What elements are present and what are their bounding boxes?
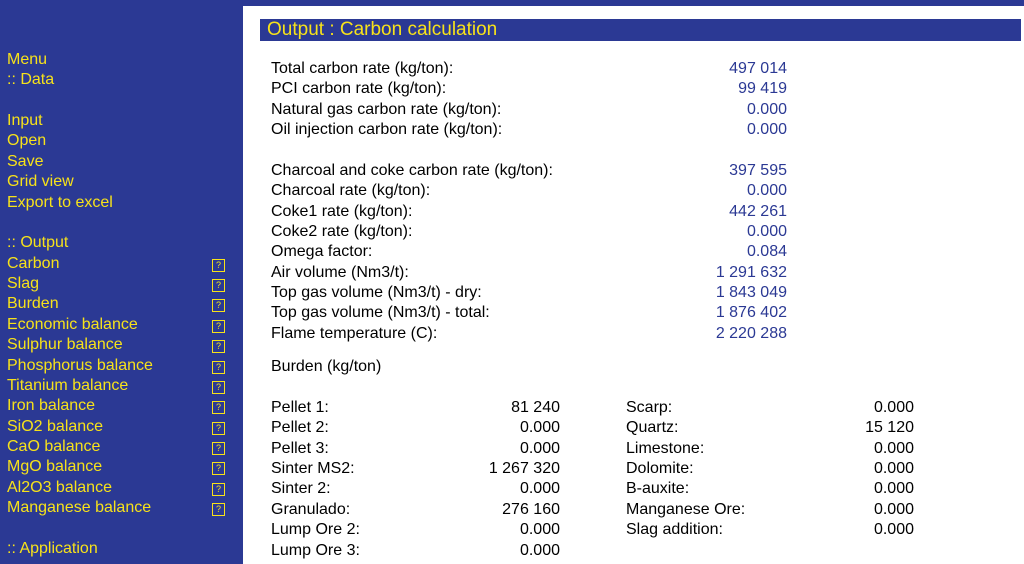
field-value: 99 419 — [738, 80, 787, 98]
field-value: 1 876 402 — [715, 304, 787, 322]
sidebar-item-economic-balance[interactable]: Economic balance — [7, 315, 138, 333]
field-value: 1 291 632 — [715, 263, 787, 281]
burden-value: 0.000 — [519, 480, 560, 498]
field-value: 442 261 — [729, 202, 787, 220]
burden-value: 0.000 — [519, 419, 560, 437]
help-icon[interactable]: ? — [212, 299, 225, 312]
help-icon[interactable]: ? — [212, 483, 225, 496]
field-value: 0.000 — [746, 121, 787, 139]
burden-label: Lump Ore 3: — [271, 541, 360, 559]
field-value: 2 220 288 — [715, 324, 787, 342]
sidebar-item-open[interactable]: Open — [7, 132, 47, 150]
menu-label: Menu — [7, 51, 48, 68]
sidebar-item-save[interactable]: Save — [7, 152, 44, 170]
data-section-heading: :: Data — [7, 71, 55, 89]
field-value: 397 595 — [729, 161, 787, 179]
field-value: 0.084 — [746, 243, 787, 261]
help-icon[interactable]: ? — [212, 503, 225, 516]
page-title-bar — [260, 19, 1021, 41]
burden-value: 0.000 — [873, 500, 914, 518]
help-icon[interactable]: ? — [212, 361, 225, 374]
field-value: 1 843 049 — [715, 284, 787, 302]
burden-label: Limestone: — [626, 439, 705, 457]
help-icon[interactable]: ? — [212, 340, 225, 353]
application-section-heading: :: Application — [7, 539, 98, 557]
burden-label: Sinter MS2: — [271, 460, 355, 478]
output-section-heading: :: Output — [7, 234, 69, 252]
help-icon[interactable]: ? — [212, 462, 225, 475]
burden-label: Pellet 1: — [271, 399, 329, 416]
burden-value: 0.000 — [873, 460, 914, 478]
burden-value: 15 120 — [865, 419, 914, 437]
sidebar-item-sio2-balance[interactable]: SiO2 balance — [7, 417, 104, 435]
sidebar-item-mgo-balance[interactable]: MgO balance — [7, 458, 103, 476]
burden-value: 0.000 — [519, 521, 560, 539]
sidebar-item-phosphorus-balance[interactable]: Phosphorus balance — [7, 356, 153, 374]
help-icon[interactable]: ? — [212, 279, 225, 292]
burden-label: Slag addition: — [626, 521, 723, 539]
field-value: 0.000 — [746, 100, 787, 118]
top-border — [243, 0, 1024, 6]
help-icon[interactable]: ? — [212, 442, 225, 455]
field-label: PCI carbon rate (kg/ton): — [271, 80, 447, 98]
field-value: 0.000 — [746, 222, 787, 240]
help-icon[interactable]: ? — [212, 320, 225, 333]
burden-value: 0.000 — [519, 439, 560, 457]
burden-label: Granulado: — [271, 500, 351, 518]
field-label: Charcoal rate (kg/ton): — [271, 182, 431, 200]
field-label: Oil injection carbon rate (kg/ton): — [271, 121, 503, 139]
sidebar-item-al2o3-balance[interactable]: Al2O3 balance — [7, 478, 112, 496]
sidebar-item-export-to-excel[interactable]: Export to excel — [7, 193, 113, 211]
page-title: Output : Carbon calculation — [267, 19, 498, 40]
sidebar-item-grid-view[interactable]: Grid view — [7, 173, 74, 191]
field-label: Natural gas carbon rate (kg/ton): — [271, 100, 502, 118]
burden-value: 0.000 — [873, 480, 914, 498]
help-icon[interactable]: ? — [212, 259, 225, 272]
sidebar-item-titanium-balance[interactable]: Titanium balance — [7, 376, 129, 394]
help-icon[interactable]: ? — [212, 381, 225, 394]
sidebar-item-carbon[interactable]: Carbon — [7, 254, 60, 272]
sidebar-item-burden[interactable]: Burden — [7, 295, 59, 313]
burden-value: 81 240 — [511, 399, 560, 416]
sidebar-item-sulphur-balance[interactable]: Sulphur balance — [7, 336, 123, 354]
burden-label: B-auxite: — [626, 480, 690, 498]
burden-label: Scarp: — [626, 399, 673, 416]
burden-label: Sinter 2: — [271, 480, 331, 498]
field-value: 497 014 — [729, 60, 787, 77]
burden-label: Quartz: — [626, 419, 679, 437]
field-label: Flame temperature (C): — [271, 324, 438, 342]
field-label: Omega factor: — [271, 243, 373, 261]
burden-heading: Burden (kg/ton) — [271, 358, 382, 375]
help-icon[interactable]: ? — [212, 401, 225, 414]
burden-label: Lump Ore 2: — [271, 521, 360, 539]
field-label: Total carbon rate (kg/ton): — [271, 60, 454, 77]
burden-label: Manganese Ore: — [626, 500, 746, 518]
burden-label: Dolomite: — [626, 460, 694, 478]
sidebar-item-iron-balance[interactable]: Iron balance — [7, 397, 96, 415]
burden-value: 1 267 320 — [488, 460, 560, 478]
burden-value: 0.000 — [873, 439, 914, 457]
burden-value: 0.000 — [519, 541, 560, 559]
burden-value: 276 160 — [502, 500, 560, 518]
field-label: Top gas volume (Nm3/t) - total: — [271, 304, 490, 322]
sidebar-item-input[interactable]: Input — [7, 112, 43, 130]
burden-value: 0.000 — [873, 399, 914, 416]
burden-value: 0.000 — [873, 521, 914, 539]
burden-label: Pellet 3: — [271, 439, 329, 457]
field-label: Top gas volume (Nm3/t) - dry: — [271, 284, 482, 302]
field-label: Charcoal and coke carbon rate (kg/ton): — [271, 161, 553, 179]
help-icon[interactable]: ? — [212, 422, 225, 435]
field-label: Coke2 rate (kg/ton): — [271, 222, 413, 240]
sidebar-item-manganese-balance[interactable]: Manganese balance — [7, 499, 152, 517]
sidebar-item-slag[interactable]: Slag — [7, 275, 40, 293]
sidebar-item-cao-balance[interactable]: CaO balance — [7, 438, 101, 456]
field-label: Coke1 rate (kg/ton): — [271, 202, 413, 220]
field-value: 0.000 — [746, 182, 787, 200]
burden-label: Pellet 2: — [271, 419, 329, 437]
field-label: Air volume (Nm3/t): — [271, 263, 409, 281]
